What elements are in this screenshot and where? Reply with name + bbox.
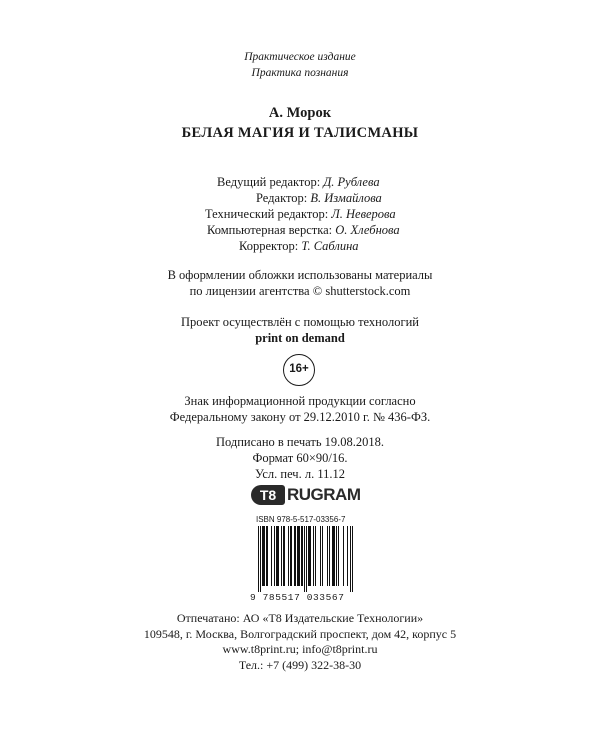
pod-line-1: Проект осуществлён с помощью технологий	[181, 315, 419, 329]
credit-row-lead-editor	[205, 174, 465, 190]
barcode-bar	[264, 526, 265, 586]
barcode-bar	[267, 526, 268, 586]
barcode-bar	[290, 526, 291, 586]
barcode-bar	[262, 526, 263, 586]
pod-line-2: print on demand	[255, 331, 345, 345]
credit-role: Технический редактор:	[205, 207, 329, 221]
barcode-bar	[309, 526, 310, 586]
barcode-bar	[336, 526, 337, 586]
law-line-1: Знак информационной продукции согласно	[184, 394, 416, 408]
barcode-bar	[295, 526, 296, 586]
barcode-bar	[332, 526, 333, 586]
barcode-bar	[281, 526, 282, 586]
logo-rugram-text: RUGRAM	[287, 485, 361, 504]
printer-web: www.t8print.ru; info@t8print.ru	[222, 642, 378, 656]
book-title: БЕЛАЯ МАГИЯ И ТАЛИСМАНЫ	[181, 125, 419, 141]
credits-block	[205, 174, 465, 254]
credit-row-tech-editor	[205, 206, 465, 222]
printer-phone: Тел.: +7 (499) 322-38-30	[238, 657, 362, 672]
series-info	[0, 49, 600, 81]
print-info	[0, 434, 600, 482]
barcode-bar	[343, 526, 344, 586]
barcode-bar	[260, 526, 261, 592]
series-line-2: Практика познания	[251, 67, 349, 79]
barcode-bar	[310, 526, 311, 586]
barcode-bar	[306, 526, 307, 592]
logo-t8-mark: T8	[251, 485, 285, 505]
print-sheets: Усл. печ. л. 11.12	[255, 467, 345, 481]
barcode-bar	[322, 526, 323, 586]
barcode-bar	[283, 526, 284, 586]
t8-rugram-logo	[251, 484, 361, 506]
barcode-bar	[278, 526, 279, 586]
credit-name: О. Хлебнова	[335, 223, 400, 237]
barcode-bar	[294, 526, 295, 586]
barcode-bar	[276, 526, 277, 586]
barcode-bar	[302, 526, 303, 586]
barcode-bar	[291, 526, 292, 586]
barcode-bar	[304, 526, 305, 592]
age-rating-badge: 16+	[283, 354, 315, 386]
credit-name: Л. Неверова	[331, 207, 396, 221]
print-on-demand-note	[0, 314, 600, 346]
barcode-bar	[327, 526, 328, 586]
barcode-bar	[301, 526, 302, 586]
printer-address: 109548, г. Москва, Волгоградский проспект, дом 42, корпус 5	[143, 626, 457, 641]
series-line-1: Практическое издание	[244, 51, 356, 63]
barcode-bar	[350, 526, 351, 592]
credit-role: Компьютерная верстка:	[207, 223, 333, 237]
barcode-bar	[299, 526, 300, 586]
barcode-bar	[271, 526, 272, 586]
barcode-bar	[298, 526, 299, 586]
credit-row-layout	[205, 222, 465, 238]
barcode-bar	[313, 526, 314, 586]
cover-note	[0, 267, 600, 299]
law-note	[0, 393, 600, 425]
barcode-bar	[258, 526, 259, 592]
cover-note-line-2: по лицензии агентства © shutterstock.com	[189, 284, 411, 298]
barcode-bar	[333, 526, 334, 586]
format: Формат 60×90/16.	[252, 451, 348, 465]
credit-row-proofreader	[205, 238, 465, 254]
law-line-2: Федеральному закону от 29.12.2010 г. № 436-ФЗ.	[169, 410, 431, 424]
credit-name: В. Измайлова	[310, 191, 382, 205]
barcode-bar	[315, 526, 316, 586]
barcode-bar	[308, 526, 309, 586]
barcode-bar	[329, 526, 330, 586]
barcode-bar	[347, 526, 348, 586]
author-name: А. Морок	[268, 105, 332, 121]
barcode-bar	[284, 526, 285, 586]
barcode-bar	[297, 526, 298, 586]
credit-name: Д. Рублева	[323, 175, 380, 189]
barcode-bar	[334, 526, 335, 586]
ean-digits: 9 785517 033567	[250, 592, 345, 603]
isbn-number: ISBN 978-5-517-03356-7	[256, 515, 346, 524]
barcode-bar	[288, 526, 289, 586]
credit-role: Ведущий редактор:	[217, 175, 321, 189]
credit-name: Т. Саблина	[301, 239, 359, 253]
barcode-bar	[274, 526, 275, 586]
credit-row-editor	[205, 190, 465, 206]
barcode-bar	[320, 526, 321, 586]
cover-note-line-1: В оформлении обложки использованы материалы	[167, 268, 433, 282]
printer-line-1: Отпечатано: АО «Т8 Издательские Технологии»	[176, 611, 424, 625]
signed-date: Подписано в печать 19.08.2018.	[215, 435, 385, 449]
barcode-bar	[266, 526, 267, 586]
isbn-barcode	[250, 515, 360, 605]
barcode-bar	[277, 526, 278, 586]
credit-role: Корректор:	[239, 239, 299, 253]
barcode-bar	[352, 526, 353, 592]
barcode-bar	[263, 526, 264, 586]
printer-info	[0, 611, 600, 673]
barcode-bar	[338, 526, 339, 586]
credit-role: Редактор:	[256, 191, 308, 205]
barcode-bars	[250, 526, 360, 592]
